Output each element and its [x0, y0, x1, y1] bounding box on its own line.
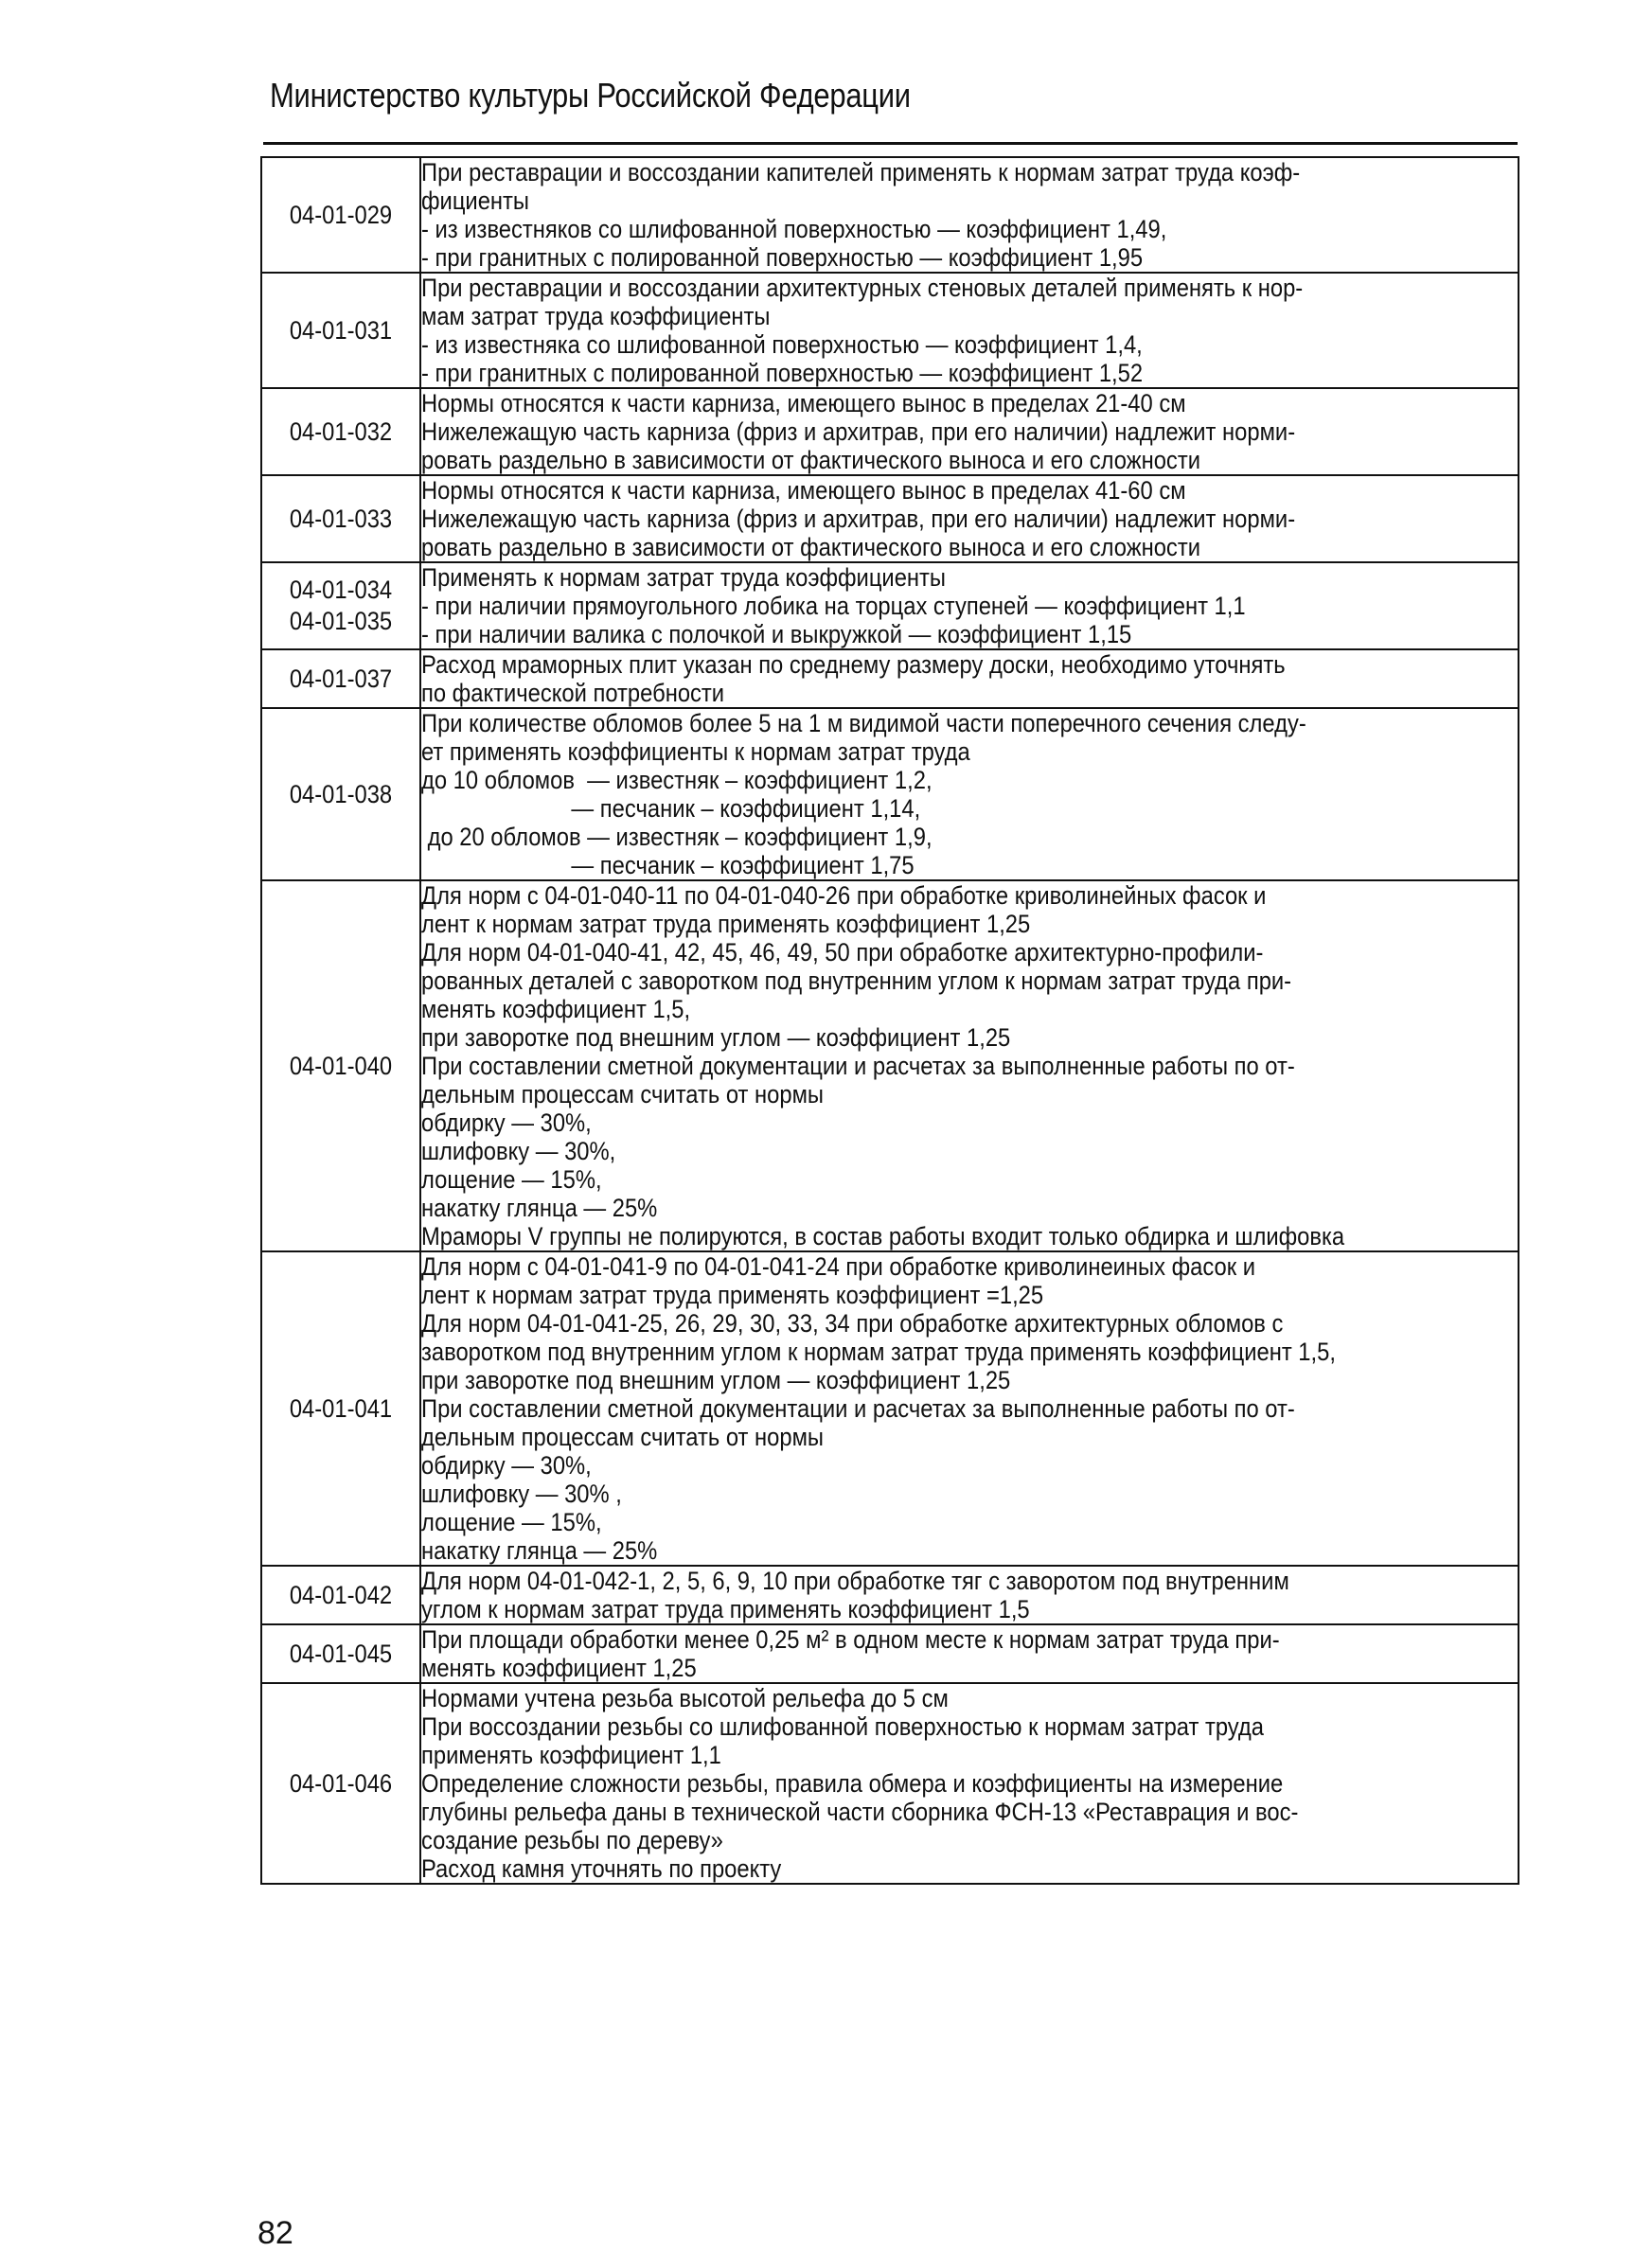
note-line: При реставрации и воссоздании капителей применять к нормам затрат труда коэф-	[421, 158, 1301, 186]
norm-note-text	[421, 274, 1386, 387]
norm-note-text	[421, 158, 1386, 272]
note-line: накатку глянца — 25%	[421, 1194, 658, 1222]
note-line: Нормами учтена резьба высотой рельефа до 5 см	[421, 1684, 949, 1712]
note-line: При площади обработки менее 0,25 м² в одном месте к нормам затрат труда при-	[421, 1625, 1280, 1654]
norm-code: 04-01-031	[289, 315, 393, 345]
note-line: до 10 обломов — известняк – коэффициент 1,2,	[421, 766, 933, 794]
norm-code-cell	[261, 475, 420, 562]
note-line: углом к нормам затрат труда применять коэффициент 1,5	[421, 1595, 1030, 1623]
note-line: Для норм 04-01-040-41, 42, 45, 46, 49, 50 при обработке архитектурно-профили-	[421, 938, 1264, 966]
note-line: менять коэффициент 1,5,	[421, 995, 691, 1023]
table-row	[261, 157, 1519, 273]
norm-note-cell	[420, 388, 1519, 475]
note-line: Нижележащую часть карниза (фриз и архитрав, при его наличии) надлежит норми-	[421, 417, 1296, 446]
page-header-title: Министерство культуры Российской Федерации	[270, 76, 911, 115]
norm-code-group	[272, 504, 410, 535]
note-line: накатку глянца — 25%	[421, 1536, 658, 1565]
table-row	[261, 475, 1519, 562]
table-row	[261, 1624, 1519, 1683]
norm-code-cell	[261, 1566, 420, 1624]
norm-code-group	[272, 1768, 410, 1800]
norm-note-text	[421, 563, 1386, 648]
note-line: ровать раздельно в зависимости от фактического выноса и его сложности	[421, 446, 1200, 474]
table-row	[261, 649, 1519, 708]
note-line: дельным процессам считать от нормы	[421, 1080, 825, 1108]
norm-code-group	[272, 1580, 410, 1611]
note-line: заворотком под внутренним углом к нормам затрат труда применять коэффициент 1,5,	[421, 1338, 1336, 1366]
note-line: Для норм 04-01-041-25, 26, 29, 30, 33, 34 при обработке архитектурных обломов с	[421, 1309, 1284, 1338]
norm-code: 04-01-045	[289, 1639, 393, 1668]
note-line: При воссоздании резьбы со шлифованной поверхностью к нормам затрат труда	[421, 1712, 1264, 1741]
note-line: применять коэффициент 1,1	[421, 1741, 721, 1769]
norm-code-cell	[261, 562, 420, 649]
norm-code-cell	[261, 1251, 420, 1566]
norm-code: 04-01-040	[289, 1051, 393, 1080]
norm-code-cell	[261, 649, 420, 708]
norm-note-text	[421, 1625, 1386, 1682]
norm-note-text	[421, 881, 1386, 1250]
norm-note-text	[421, 650, 1386, 707]
norm-code-group	[272, 1393, 410, 1425]
norm-code: 04-01-038	[289, 779, 393, 808]
norm-code: 04-01-041	[289, 1393, 393, 1423]
note-line: при заворотке под внешним углом — коэффициент 1,25	[421, 1366, 1011, 1394]
norm-note-cell	[420, 708, 1519, 880]
norm-note-text	[421, 709, 1386, 879]
norm-note-cell	[420, 1566, 1519, 1624]
note-line: - из известняка со шлифованной поверхностью — коэффициент 1,4,	[421, 330, 1143, 359]
norm-code-cell	[261, 1624, 420, 1683]
note-line: Расход мраморных плит указан по среднему размеру доски, необходимо уточнять	[421, 650, 1286, 679]
note-line: менять коэффициент 1,25	[421, 1654, 697, 1682]
note-line: ровать раздельно в зависимости от фактического выноса и его сложности	[421, 533, 1200, 561]
norm-code-group	[272, 417, 410, 448]
table-row	[261, 1566, 1519, 1624]
norm-note-cell	[420, 649, 1519, 708]
note-line: фициенты	[421, 186, 530, 215]
norm-note-text	[421, 1252, 1386, 1565]
header-divider	[263, 142, 1518, 145]
note-line: При составлении сметной документации и расчетах за выполненные работы по от-	[421, 1394, 1295, 1423]
norm-note-cell	[420, 562, 1519, 649]
note-line: лощение — 15%,	[421, 1508, 602, 1536]
norm-note-text	[421, 1684, 1386, 1883]
norm-note-text	[421, 1567, 1386, 1623]
note-line: - при наличии прямоугольного лобика на торцах ступеней — коэффициент 1,1	[421, 592, 1246, 620]
note-line: лент к нормам затрат труда применять коэффициент 1,25	[421, 910, 1031, 938]
note-line: — песчаник – коэффициент 1,75	[421, 851, 915, 879]
norm-code-cell	[261, 388, 420, 475]
norm-code: 04-01-029	[289, 200, 393, 229]
note-line: Для норм с 04-01-040-11 по 04-01-040-26 при обработке криволинейных фасок и	[421, 881, 1267, 910]
norm-code-group	[272, 1051, 410, 1082]
table-row	[261, 562, 1519, 649]
note-line: Для норм с 04-01-041-9 по 04-01-041-24 при обработке криволинеиных фасок и	[421, 1252, 1256, 1281]
norm-note-cell	[420, 475, 1519, 562]
table-row	[261, 388, 1519, 475]
note-line: Нормы относятся к части карниза, имеющего вынос в пределах 41-60 см	[421, 476, 1186, 505]
norm-code-cell	[261, 880, 420, 1251]
norm-code-group	[272, 1639, 410, 1670]
note-line: мам затрат труда коэффициенты	[421, 302, 771, 330]
note-line: до 20 обломов — известняк – коэффициент 1,9,	[421, 823, 933, 851]
norm-code: 04-01-046	[289, 1768, 393, 1798]
page-number: 82	[258, 2215, 293, 2251]
table-row	[261, 880, 1519, 1251]
norm-code: 04-01-035	[289, 607, 393, 635]
norm-code-cell	[261, 1683, 420, 1884]
norm-note-cell	[420, 157, 1519, 273]
norm-note-text	[421, 389, 1386, 474]
norms-table	[260, 156, 1519, 1885]
norm-code-cell	[261, 708, 420, 880]
note-line: глубины рельефа даны в технической части сборника ФСН-13 «Реставрация и вос-	[421, 1798, 1299, 1826]
note-line: шлифовку — 30% ,	[421, 1480, 622, 1508]
note-line: - при гранитных с полированной поверхностью — коэффициент 1,52	[421, 359, 1144, 387]
table-row	[261, 1683, 1519, 1884]
note-line: обдирку — 30%,	[421, 1108, 592, 1137]
norm-code-group	[272, 779, 410, 810]
norm-code-group	[272, 664, 410, 695]
note-line: при заворотке под внешним углом — коэффициент 1,25	[421, 1023, 1011, 1052]
note-line: Расход камня уточнять по проекту	[421, 1854, 782, 1883]
norm-code-group	[272, 575, 410, 637]
note-line: Применять к нормам затрат труда коэффициенты	[421, 563, 947, 592]
note-line: рованных деталей с заворотком под внутренним углом к нормам затрат труда при-	[421, 966, 1292, 995]
note-line: Определение сложности резьбы, правила обмера и коэффициенты на измерение	[421, 1769, 1284, 1798]
table-row	[261, 273, 1519, 388]
norm-note-cell	[420, 1251, 1519, 1566]
norm-code: 04-01-032	[289, 417, 393, 446]
note-line: ет применять коэффициенты к нормам затрат труда	[421, 737, 970, 766]
norm-code-cell	[261, 273, 420, 388]
note-line: Мраморы V группы не полируются, в состав работы входит только обдирка и шлифовка	[421, 1222, 1345, 1250]
table-row	[261, 708, 1519, 880]
note-line: При количестве обломов более 5 на 1 м видимой части поперечного сечения следу-	[421, 709, 1306, 737]
norm-note-text	[421, 476, 1386, 561]
note-line: - из известняков со шлифованной поверхностью — коэффициент 1,49,	[421, 215, 1167, 243]
norm-note-cell	[420, 880, 1519, 1251]
note-line: - при гранитных с полированной поверхностью — коэффициент 1,95	[421, 243, 1144, 272]
note-line: - при наличии валика с полочкой и выкружкой — коэффициент 1,15	[421, 620, 1132, 648]
note-line: — песчаник – коэффициент 1,14,	[421, 794, 921, 823]
note-line: Для норм 04-01-042-1, 2, 5, 6, 9, 10 при обработке тяг с заворотом под внутренним	[421, 1567, 1289, 1595]
note-line: Нижележащую часть карниза (фриз и архитрав, при его наличии) надлежит норми-	[421, 505, 1296, 533]
norm-note-cell	[420, 1683, 1519, 1884]
note-line: Нормы относятся к части карниза, имеющего вынос в пределах 21-40 см	[421, 389, 1186, 417]
note-line: лощение — 15%,	[421, 1165, 602, 1194]
norm-code-group	[272, 315, 410, 346]
note-line: создание резьбы по дереву»	[421, 1826, 723, 1854]
note-line: шлифовку — 30%,	[421, 1137, 616, 1165]
note-line: При реставрации и воссоздании архитектурных стеновых деталей применять к нор-	[421, 274, 1304, 302]
norm-code: 04-01-034	[289, 576, 393, 604]
note-line: дельным процессам считать от нормы	[421, 1423, 825, 1451]
note-line: лент к нормам затрат труда применять коэффициент =1,25	[421, 1281, 1044, 1309]
norm-code: 04-01-033	[289, 504, 393, 533]
norm-code: 04-01-037	[289, 664, 393, 693]
norm-code: 04-01-042	[289, 1580, 393, 1609]
table-row	[261, 1251, 1519, 1566]
note-line: При составлении сметной документации и расчетах за выполненные работы по от-	[421, 1052, 1295, 1080]
norm-note-cell	[420, 1624, 1519, 1683]
note-line: обдирку — 30%,	[421, 1451, 592, 1480]
norm-code-group	[272, 200, 410, 231]
norm-code-cell	[261, 157, 420, 273]
note-line: по фактической потребности	[421, 679, 725, 707]
norm-note-cell	[420, 273, 1519, 388]
